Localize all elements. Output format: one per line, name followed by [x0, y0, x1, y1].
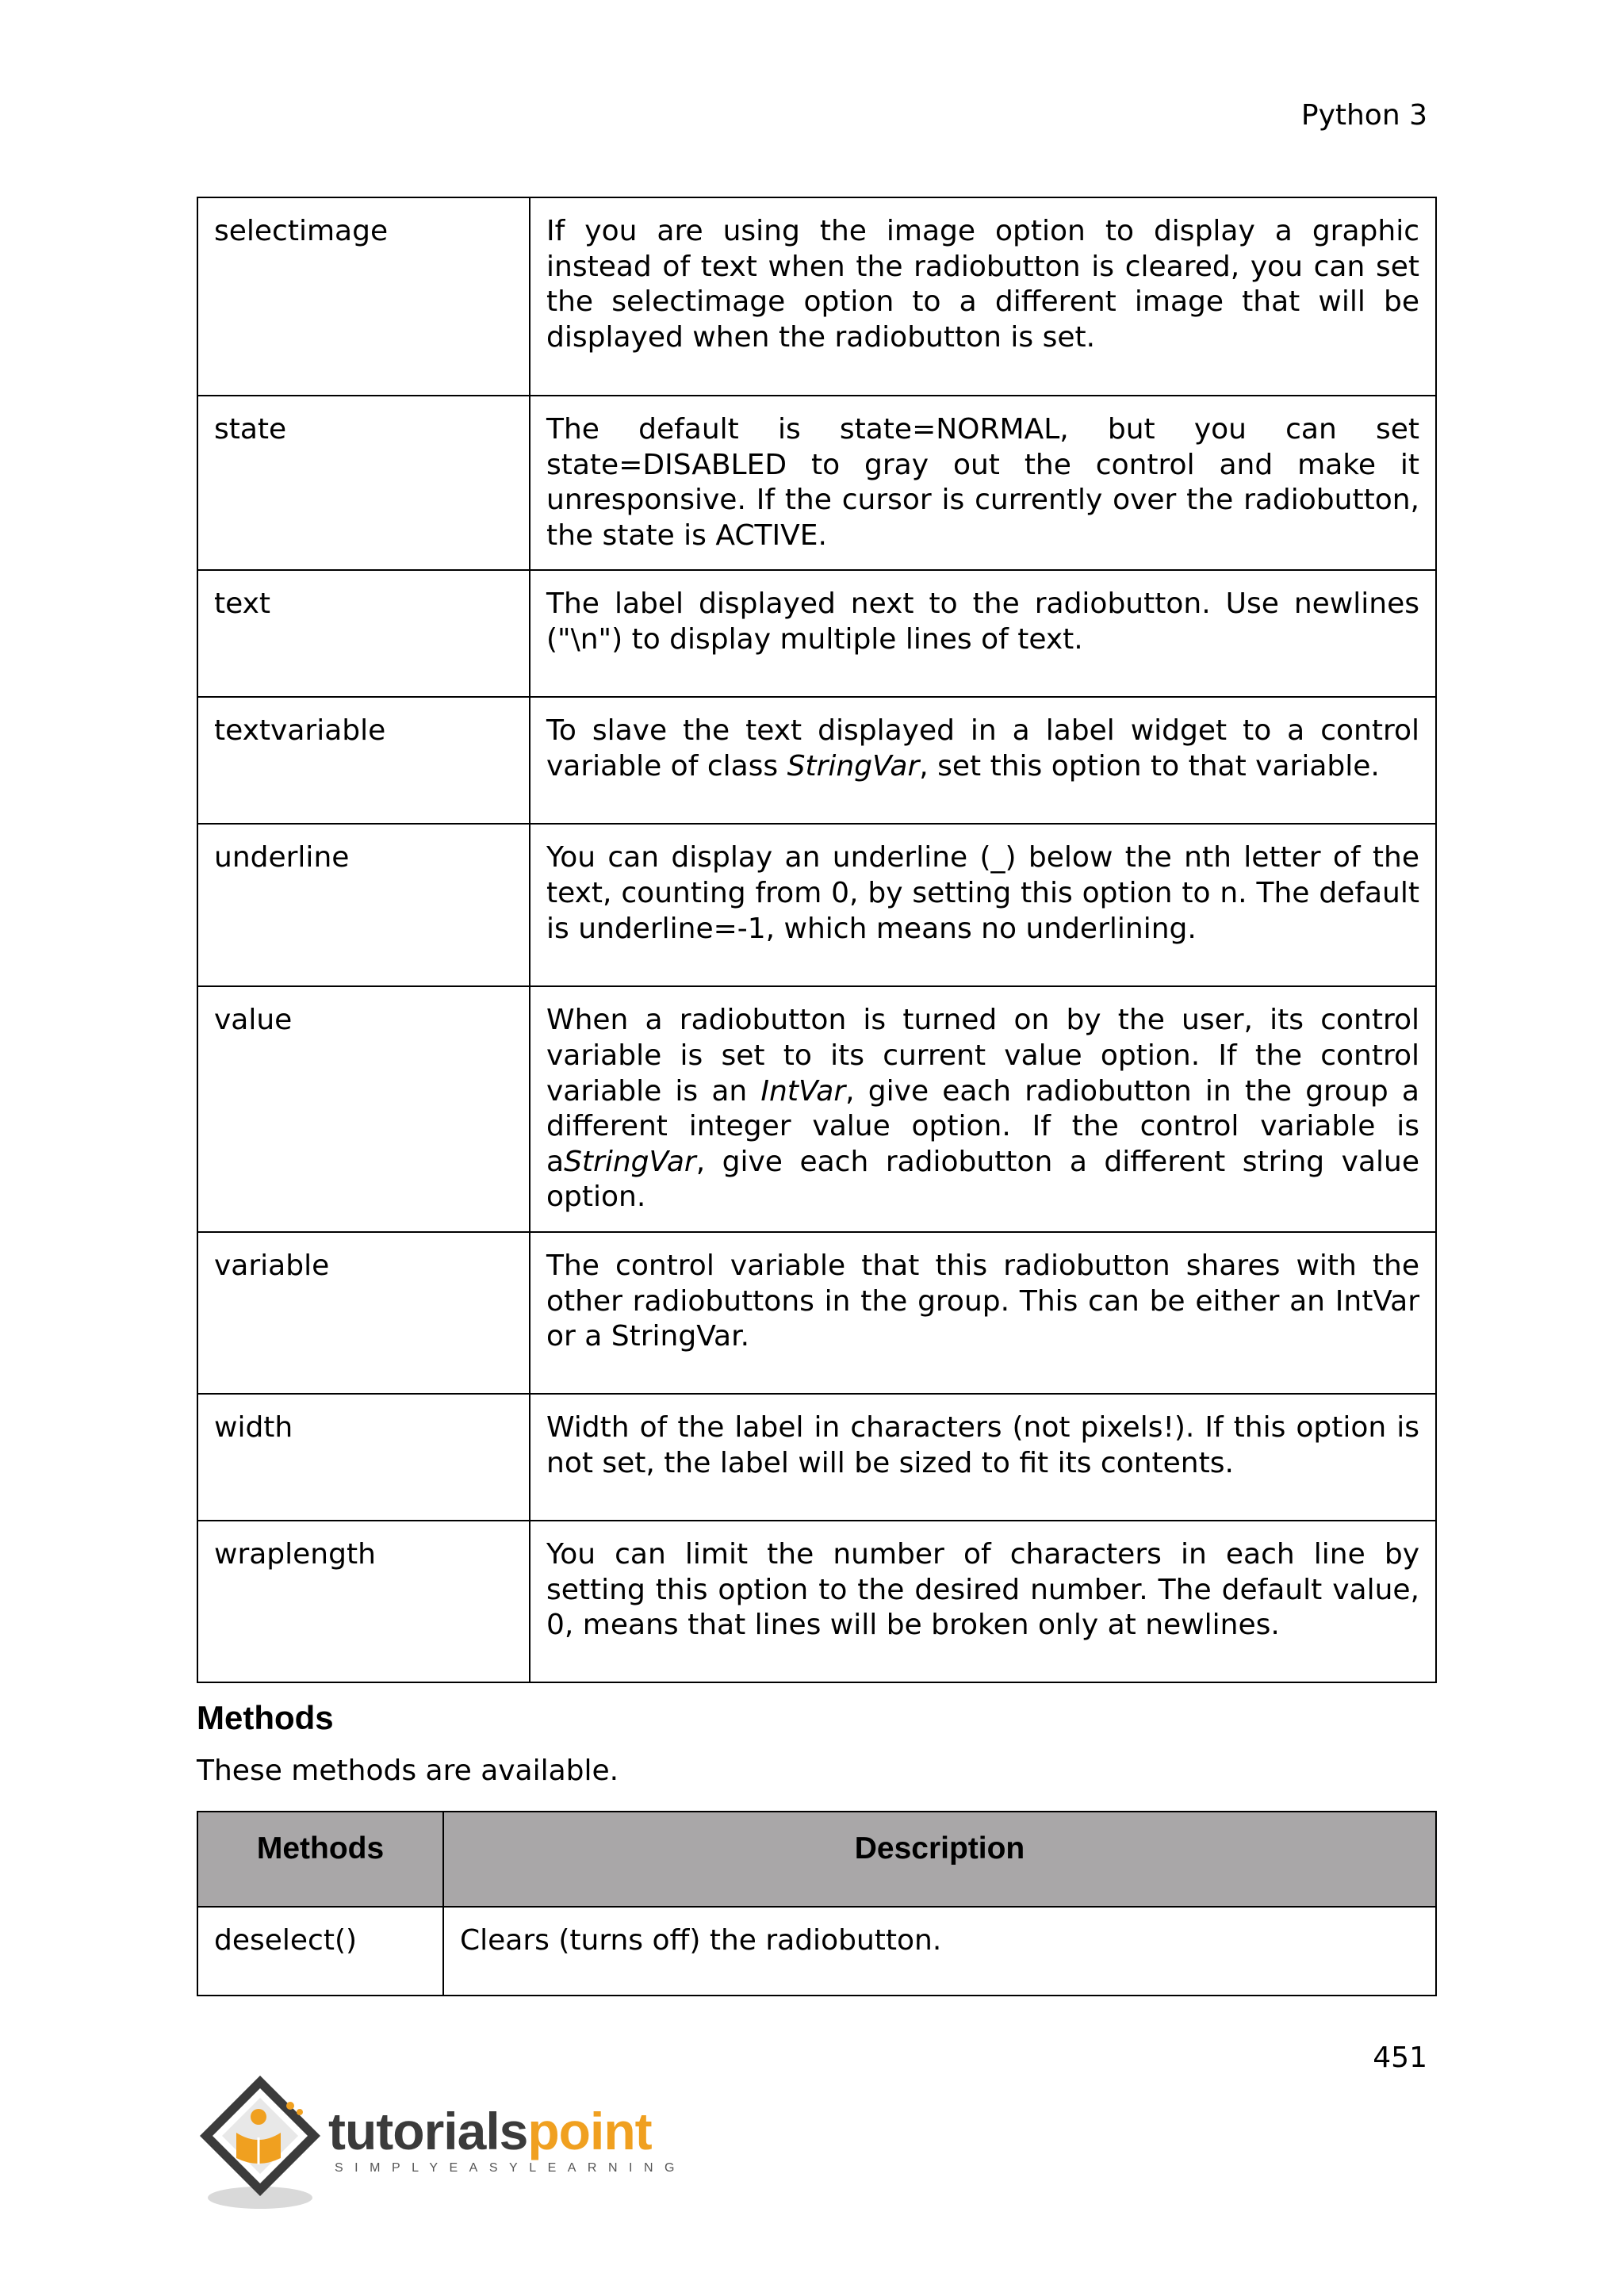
option-description — [530, 986, 1436, 1232]
page-number: 451 — [1373, 2042, 1427, 2074]
logo-diamond-icon — [195, 2071, 330, 2214]
column-header-methods: Methods — [197, 1812, 443, 1907]
table-row — [197, 1521, 1436, 1682]
option-name: underline — [197, 824, 530, 986]
italic-class-name: StringVar — [787, 749, 920, 783]
option-description: The label displayed next to the radiobutton. Use newlines ("\n") to display multiple lines of text. — [530, 570, 1436, 697]
methods-heading: Methods — [197, 1699, 334, 1736]
methods-intro: These methods are available. — [197, 1755, 619, 1787]
option-name: state — [197, 396, 530, 570]
logo-tagline: SIMPLYEASYLEARNING — [335, 2161, 686, 2175]
option-description: You can limit the number of characters in each line by setting this option to the desired number. The default value, 0, means that lines will be broken only at newlines. — [530, 1521, 1436, 1682]
column-header-description: Description — [443, 1812, 1436, 1907]
italic-class-name: StringVar — [564, 1145, 696, 1178]
text-segment: , give each radiobutton in the group a different integer value option. If the control variable is a — [546, 1074, 1419, 1178]
method-description: Clears (turns off) the radiobutton. — [443, 1907, 1436, 1996]
option-description: The control variable that this radiobutton shares with the other radiobuttons in the group. This can be either an IntVar or a StringVar. — [530, 1232, 1436, 1394]
table-row — [197, 396, 1436, 570]
logo-word-part: point — [527, 2102, 652, 2160]
option-description: The default is state=NORMAL, but you can set state=DISABLED to gray out the control and make it unresponsive. If the cursor is currently over the radiobutton, the state is ACTIVE. — [530, 396, 1436, 570]
table-row — [197, 1232, 1436, 1394]
table-row — [197, 197, 1436, 396]
option-name: textvariable — [197, 697, 530, 824]
table-row — [197, 1394, 1436, 1521]
option-name: wraplength — [197, 1521, 530, 1682]
text-segment: To slave the text displayed in a label widget to a control variable of class — [546, 714, 1419, 783]
option-description — [530, 697, 1436, 824]
option-name: value — [197, 986, 530, 1232]
text-segment: , set this option to that variable. — [919, 749, 1380, 783]
methods-table — [197, 1811, 1437, 1996]
option-name: width — [197, 1394, 530, 1521]
logo-word-part: tutorials — [328, 2102, 528, 2160]
italic-class-name: IntVar — [760, 1074, 846, 1108]
option-name: variable — [197, 1232, 530, 1394]
text-segment: , give each radiobutton a different string value option. — [546, 1145, 1419, 1214]
method-name: deselect() — [197, 1907, 443, 1996]
option-description: Width of the label in characters (not pixels!). If this option is not set, the label will be sized to fit its contents. — [530, 1394, 1436, 1521]
logo-wordmark — [328, 2103, 652, 2160]
text-segment: When a radiobutton is turned on by the user, its control variable is set to its current value option. If the control variable is an — [546, 1004, 1419, 1108]
table-row — [197, 697, 1436, 824]
table-row — [197, 986, 1436, 1232]
option-name: text — [197, 570, 530, 697]
table-row — [197, 824, 1436, 986]
page-header-title: Python 3 — [1300, 99, 1427, 132]
option-name: selectimage — [197, 197, 530, 396]
option-description: If you are using the image option to display a graphic instead of text when the radiobutton is cleared, you can set the selectimage option to a different image that will be displayed when the radiobutton is set. — [530, 197, 1436, 396]
options-table — [197, 197, 1437, 1683]
tutorialspoint-logo — [195, 2071, 686, 2214]
option-description: You can display an underline (_) below the nth letter of the text, counting from 0, by setting this option to n. The default is underline=-1, which means no underlining. — [530, 824, 1436, 986]
table-header-row — [197, 1812, 1436, 1907]
table-row — [197, 570, 1436, 697]
table-row — [197, 1907, 1436, 1996]
